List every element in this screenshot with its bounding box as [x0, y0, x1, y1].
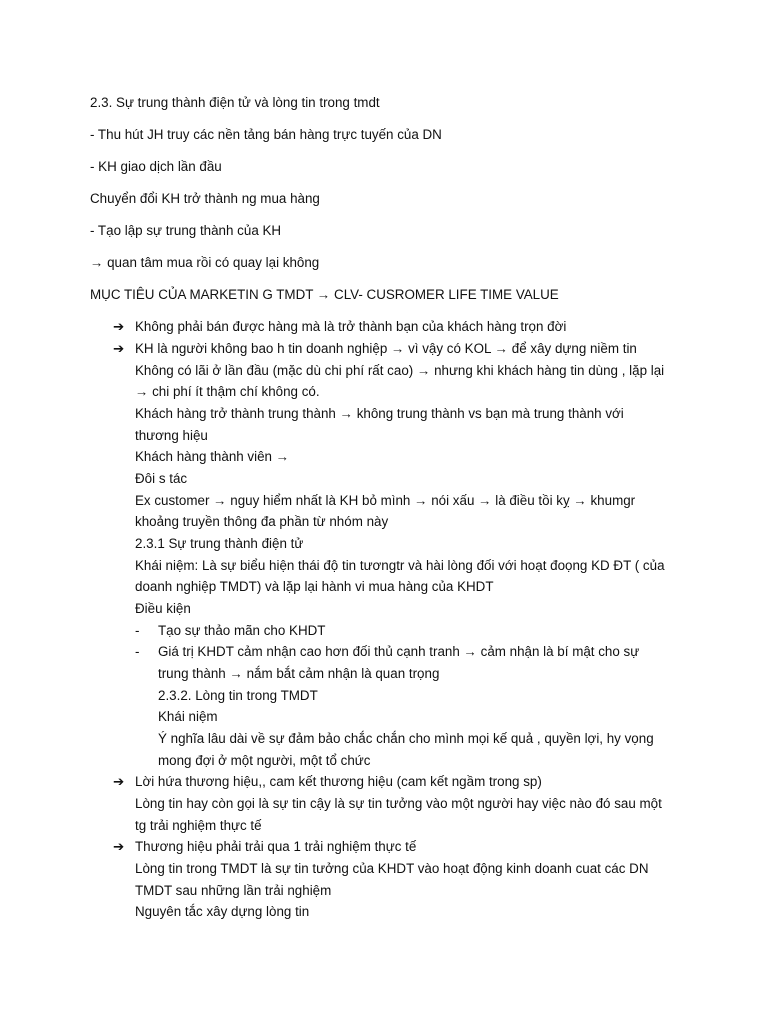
- dash-bullet: -: [135, 644, 140, 659]
- arrow-bullet-icon: ➔: [113, 774, 125, 789]
- list-item-text: Ex customer → nguy hiểm nhất là KH bỏ mình → nói xấu → là điều tồi kỵ → khumgr: [135, 493, 636, 508]
- list-item-text: Đôi s tác: [135, 471, 188, 486]
- list-item: Không phải bán được hàng mà là trở thành bạn của khách hàng trọn đời: [135, 319, 567, 334]
- list-item-text: Lòng tin trong TMDT là sự tin tưởng của KHDT vào hoạt động kinh doanh cuat các DN: [135, 861, 649, 876]
- list-item-text: Khái niệm: Là sự biểu hiện thái độ tin tươngtr và hài lòng đối với hoạt đoọng KD ĐT ( của: [135, 558, 665, 573]
- list-item-text: Nguyên tắc xây dựng lòng tin: [135, 904, 310, 919]
- list-item-text: Khái niệm: [158, 709, 218, 724]
- list-item: KH là người không bao h tin doanh nghiệp → vì vậy có KOL → để xây dựng niềm tin: [135, 341, 637, 356]
- list-item: Lời hứa thương hiệu,, cam kết thương hiệu (cam kết ngầm trong sp): [135, 774, 542, 789]
- list-item-text: TMDT sau những lần trải nghiệm: [135, 883, 332, 898]
- list-item: Giá trị KHDT cảm nhận cao hơn đối thủ cạnh tranh → cảm nhận là bí mật cho sự: [158, 644, 640, 659]
- subsection-heading: 2.3.1 Sự trung thành điện tử: [135, 536, 304, 551]
- arrow-bullet-icon: ➔: [113, 341, 125, 356]
- section-heading: 2.3. Sự trung thành điện tử và lòng tin trong tmdt: [90, 95, 380, 110]
- list-item-text: mong đợi ở một người, một tổ chức: [158, 753, 371, 768]
- list-item-text: Không có lãi ở lần đầu (mặc dù chi phí rất cao) → nhưng khi khách hàng tin dùng , lặp lại: [135, 363, 665, 378]
- list-item: Thương hiệu phải trải qua 1 trải nghiệm thực tế: [135, 839, 417, 854]
- list-item-text: tg trải nghiệm thực tế: [135, 818, 262, 833]
- list-item-text: Khách hàng thành viên →: [135, 449, 290, 464]
- paragraph: MỤC TIÊU CỦA MARKETIN G TMDT → CLV- CUSROMER LIFE TIME VALUE: [90, 287, 559, 302]
- arrow-bullet-icon: ➔: [113, 839, 125, 854]
- paragraph: - Tạo lập sự trung thành của KH: [90, 223, 282, 238]
- arrow-bullet-icon: ➔: [113, 319, 125, 334]
- paragraph: - Thu hút JH truy các nền tảng bán hàng trực tuyến của DN: [90, 127, 442, 142]
- list-item: Tạo sự thảo mãn cho KHDT: [158, 623, 326, 638]
- list-item-text: doanh nghiệp TMDT) và lặp lại hành vi mua hàng của KHDT: [135, 579, 494, 594]
- list-item-text: Khách hàng trở thành trung thành → không trung thành vs bạn mà trung thành với: [135, 406, 624, 421]
- paragraph: Chuyển đổi KH trở thành ng mua hàng: [90, 191, 320, 206]
- list-item-text: trung thành → nắm bắt cảm nhận là quan trọng: [158, 666, 440, 681]
- list-item-text: → chi phí ít thậm chí không có.: [135, 384, 320, 399]
- list-item-text: thương hiệu: [135, 428, 208, 443]
- list-item-text: khoảng truyền thông đa phần từ nhóm này: [135, 514, 389, 529]
- list-item-text: Ý nghĩa lâu dài về sự đảm bảo chắc chắn cho mình mọi kế quả , quyền lợi, hy vọng: [158, 731, 654, 746]
- paragraph: → quan tâm mua rồi có quay lại không: [90, 255, 320, 270]
- subsection-heading: 2.3.2. Lòng tin trong TMDT: [158, 688, 318, 703]
- paragraph: - KH giao dịch lần đầu: [90, 159, 222, 174]
- list-item-text: Lòng tin hay còn gọi là sự tin cậy là sự tin tưởng vào một người hay việc nào đó sau một: [135, 796, 662, 811]
- dash-bullet: -: [135, 623, 140, 638]
- list-item-text: Điều kiện: [135, 601, 191, 616]
